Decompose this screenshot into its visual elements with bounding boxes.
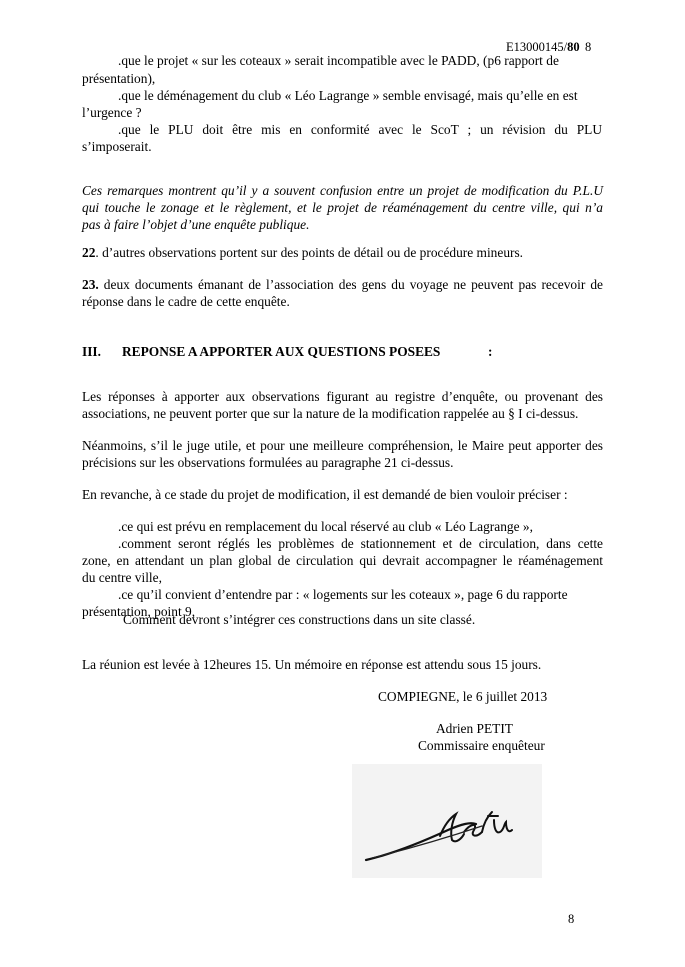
item-22-number: 22	[82, 245, 96, 260]
question-4: Comment devront s’intégrer ces constructions dans un site classé.	[123, 612, 476, 627]
document-reference: E13000145/80	[506, 40, 580, 54]
signer-name: Adrien PETIT	[436, 721, 513, 736]
paragraph-1-line2: associations, ne peuvent porter que sur la nature de la modification rappelée au § I ci-dessus.	[82, 406, 579, 421]
header-page-number: 8	[585, 40, 592, 54]
bullet-padd-line1: .que le projet « sur les coteaux » serait incompatible avec le PADD, (p6 rapport de	[118, 53, 559, 68]
signature-image	[352, 764, 542, 878]
question-2-line1: .comment seront réglés les problèmes de stationnement et de circulation, dans cette	[118, 536, 603, 551]
item-23-line1	[82, 276, 603, 293]
bullet-demenagement-line1: .que le déménagement du club « Léo Lagrange » semble envisagé, mais qu’elle en est	[118, 88, 578, 103]
question-3-line2: présentation, point 9,	[82, 604, 196, 619]
signer-title: Commissaire enquêteur	[418, 738, 545, 753]
item-23-text: deux documents émanant de l’association des gens du voyage ne peuvent pas recevoir de	[98, 277, 603, 292]
item-22	[82, 244, 523, 261]
bullet-scot-line2: s’imposerait.	[82, 139, 152, 154]
paragraph-3: En revanche, à ce stade du projet de modification, il est demandé de bien vouloir préciser :	[82, 487, 568, 502]
bullet-padd-line2: présentation),	[82, 71, 156, 86]
section-number: III.	[82, 344, 101, 359]
bullet-demenagement-line2: l’urgence ?	[82, 105, 142, 120]
paragraph-1-line1: Les réponses à apporter aux observations figurant au registre d’enquête, ou provenant des	[82, 389, 603, 404]
note-line2: qui touche le zonage et le règlement, et le projet de réaménagement du centre ville, qui n’a	[82, 200, 603, 215]
bullet-scot-line1: .que le PLU doit être mis en conformité avec le ScoT ; un révision du PLU	[118, 122, 602, 137]
note-line1: Ces remarques montrent qu’il y a souvent confusion entre un projet de modification du P.L.U	[82, 183, 603, 198]
item-23-number: 23.	[82, 277, 99, 292]
handwritten-signature-icon	[352, 764, 542, 878]
meeting-closure: La réunion est levée à 12heures 15. Un mémoire en réponse est attendu sous 15 jours.	[82, 657, 542, 672]
question-2-line3: du centre ville,	[82, 570, 162, 585]
question-3-line1: .ce qu’il convient d’entendre par : « logements sur les coteaux », page 6 du rapporte	[118, 587, 568, 602]
question-2-line2: zone, en attendant un plan global de circulation qui devrait accompagner le réaménagement	[82, 553, 603, 568]
paragraph-2-line1: Néanmoins, s’il le juge utile, et pour une meilleure compréhension, le Maire peut apporter des	[82, 438, 603, 453]
section-colon: :	[488, 344, 493, 359]
note-line3: pas à faire l’objet d’une enquête publique.	[82, 217, 310, 232]
footer-page-number: 8	[568, 912, 575, 926]
paragraph-2-line2: précisions sur les observations formulées au paragraphe 21 ci-dessus.	[82, 455, 454, 470]
section-heading	[82, 344, 493, 360]
place-date: COMPIEGNE, le 6 juillet 2013	[378, 689, 548, 704]
item-23-line2: réponse dans le cadre de cette enquête.	[82, 294, 290, 309]
section-title: REPONSE A APPORTER AUX QUESTIONS POSEES	[122, 344, 441, 359]
item-22-text: . d’autres observations portent sur des points de détail ou de procédure mineurs.	[95, 245, 524, 260]
question-1: .ce qui est prévu en remplacement du local réservé au club « Léo Lagrange »,	[118, 519, 533, 534]
